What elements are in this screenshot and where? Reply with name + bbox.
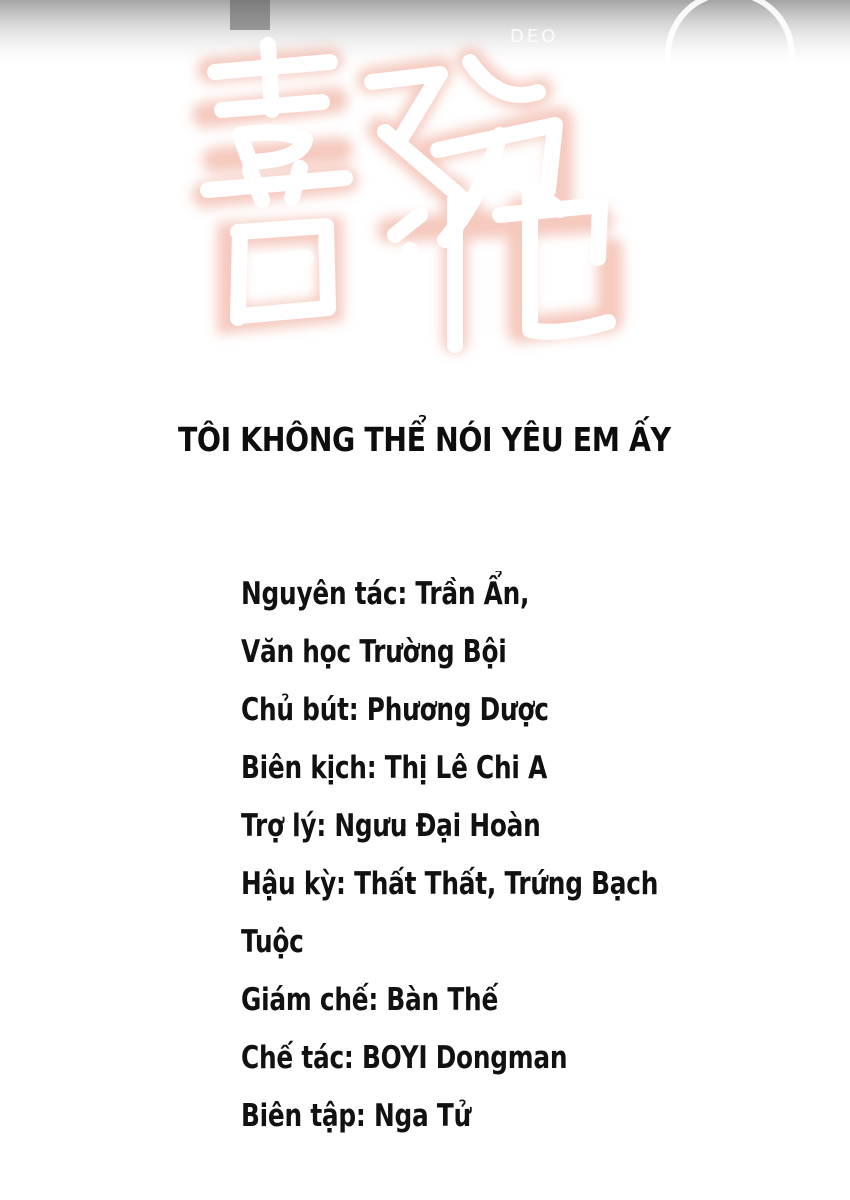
credit-post-production-continued: Tuộc: [241, 924, 304, 960]
logo-artwork: [0, 0, 850, 390]
credit-post-production: Hậu kỳ: Thất Thất, Trứng Bạch: [241, 866, 659, 902]
credit-original-author: Nguyên tác: Trần Ẩn,: [241, 576, 530, 612]
credit-production: Chế tác: BOYI Dongman: [241, 1040, 568, 1076]
credit-lead-artist: Chủ bút: Phương Dược: [241, 692, 549, 728]
credit-supervisor: Giám chế: Bàn Thế: [241, 982, 499, 1018]
credit-original-publisher: Văn học Trường Bội: [241, 634, 507, 670]
credits-list: [241, 565, 801, 1145]
watermark-text: DEO: [510, 26, 559, 47]
title-logo-banner: [0, 0, 850, 390]
comic-title: TÔI KHÔNG THỂ NÓI YÊU EM ẤY: [177, 420, 671, 459]
credit-screenwriter: Biên kịch: Thị Lê Chi A: [241, 750, 548, 786]
credit-assistant: Trợ lý: Ngưu Đại Hoàn: [241, 808, 541, 844]
credit-editor: Biên tập: Nga Tử: [241, 1098, 472, 1134]
